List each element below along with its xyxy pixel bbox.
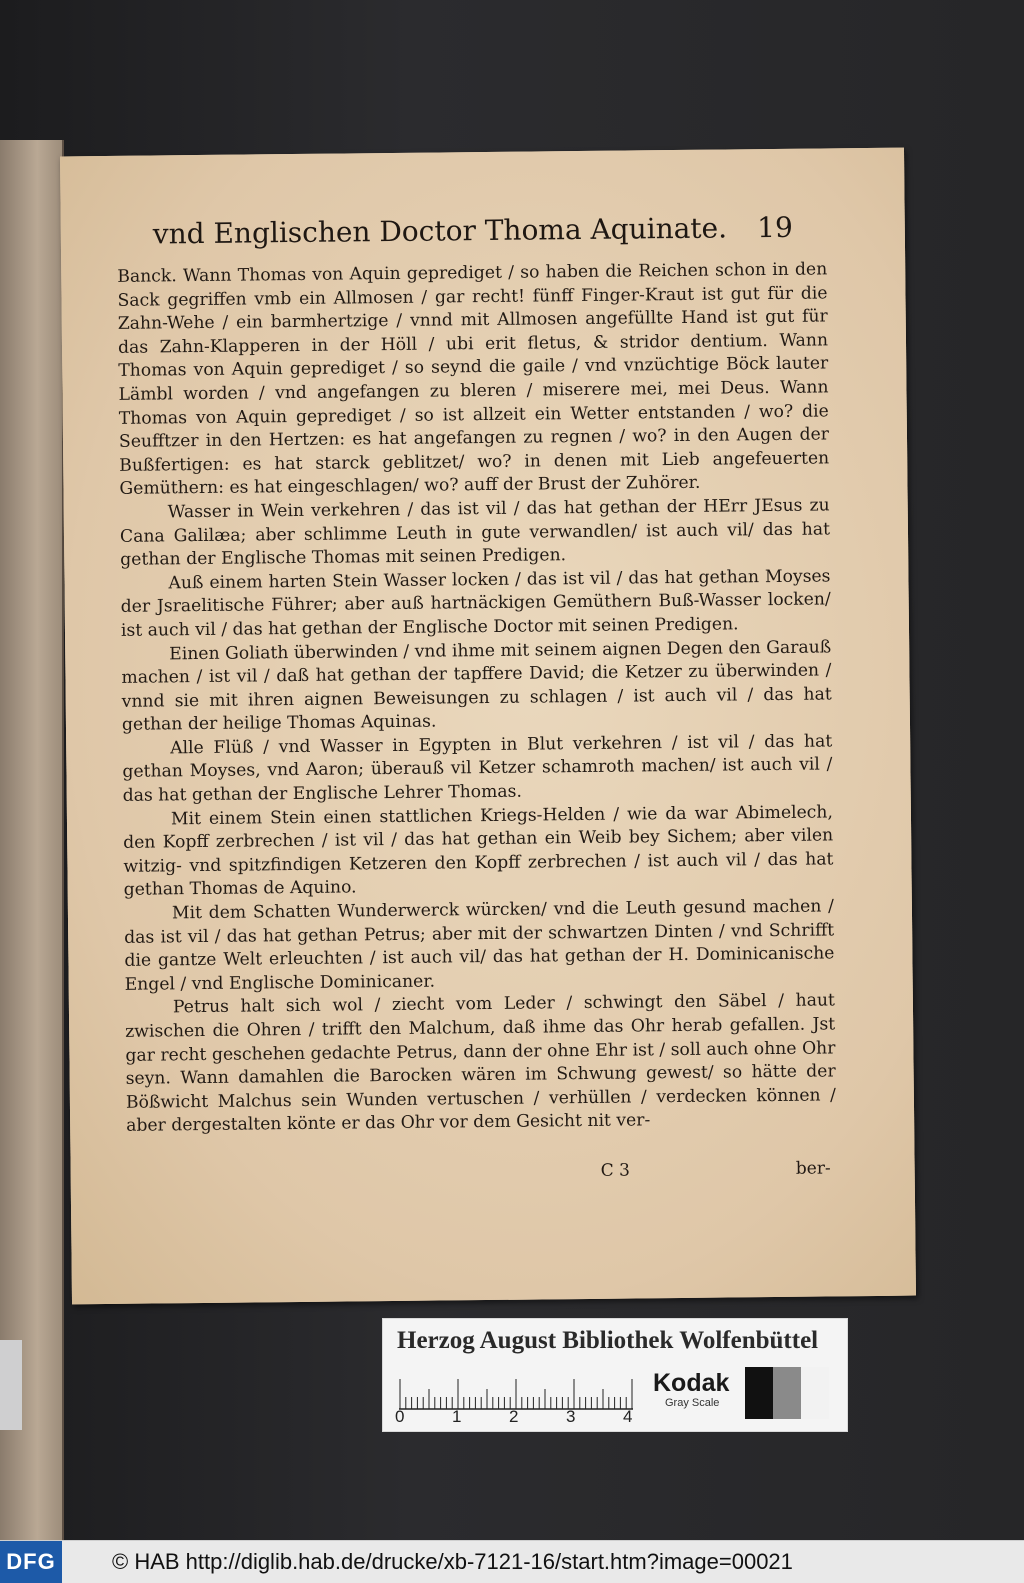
color-target-card [382, 1318, 848, 1432]
scale-ruler [399, 1375, 633, 1411]
scale-number: 3 [566, 1407, 576, 1426]
paragraph: Alle Flüß / vnd Wasser in Egypten in Blut verkehren / ist vil / das hat gethan Moyses, vnd Aaron; überauß vil Ketzer schamroth machen/ ist auch vil / das hat gethan der Englische Lehrer Thomas. [122, 731, 833, 806]
paragraph: Wasser in Wein verkehren / das ist vil / das hat gethan der HErr JEsus zu Cana Galilæa; aber schlimme Leuth in gute verwandlen/ ist auch vil/ das hat gethan der Englische Thomas mit seinen Predigen. [119, 495, 831, 570]
gray-patch-dark [745, 1367, 773, 1419]
footer-bar [0, 1540, 1024, 1583]
scale-number: 4 [623, 1407, 633, 1426]
paragraph: Mit einem Stein einen stattlichen Kriegs-Helden / wie da war Abimelech, den Kopff zerbrechen / ist vil / das hat gethan ein Weib bey Sichem; aber vilen witzig- vnd spitzfindigen Ketzeren den Kopff zerbrechen / ist auch vil / das hat gethan Thomas de Aquino. [123, 802, 834, 901]
paragraph: Mit dem Schatten Wunderwerck würcken/ vnd die Leuth gesund machen / das ist vil / das hat gethan Petrus; aber mit der schwartzen Dinten / vnd Schrifft die gantze Welt erleuchten / ist auch vil/ das hat gethan der H. Dominicanische Engel / vnd Englische Dominicaner. [124, 896, 835, 995]
paragraph: Banck. Wann Thomas von Aquin geprediget / so haben die Reichen schon in den Sack gegriffen vmb ein Allmosen / gar recht! fünff Finger-Kraut ist gut für die Zahn-Wehe / ein barmhertzige / vnnd mit Allmosen angefüllte Hand ist gut für das Zahn-Klapperen in der Höll / ubi erit fletus, & stridor dentium. Wann Thomas von Aquin geprediget / so seynd die gaile / vnd vnzüchtige Böck lauter Lämbl worden / vnd angefangen zu bleren / miserere mei, mei Deus. Wann Thomas von Aquin geprediget / so ist allzeit ein Wetter entstanden / wo? die Seufftzer in den Hertzen: es hat angefangen zu regnen / wo? in den Augen der Bußfertigen: es hat starck geblitzet/ wo? in denen mit Lieb angefeuerten Gemüthern: es hat eingeschlagen/ wo? auff der Brust der Zuhörer. [117, 259, 830, 500]
scale-number: 0 [395, 1407, 405, 1426]
running-head: vnd Englischen Doctor Thoma Aquinate. [152, 211, 728, 251]
body-text [117, 258, 836, 1138]
ruler-icon [399, 1375, 633, 1411]
library-label: Herzog August Bibliothek Wolfenbüttel [397, 1327, 819, 1354]
source-link[interactable]: © HAB http://diglib.hab.de/drucke/xb-7121-16/start.htm?image=00021 [112, 1549, 793, 1574]
paragraph: Auß einem harten Stein Wasser locken / das ist vil / das hat gethan Moyses der Jsraelitische Führer; aber auß hartnäckigen Gemüthern Buß-Wasser locken/ ist auch vil / das hat gethan der Englische Doctor mit seinen Predigen. [120, 566, 831, 641]
scale-numbers [395, 1407, 635, 1427]
catchword: ber- [795, 1158, 831, 1179]
paragraph: Einen Goliath überwinden / vnd ihme mit seinem aignen Degen den Garauß machen / ist vil / daß hat gethan der tapffere David; die Ketzer zu überwinden / vnnd sie mit ihren aignen Beweisungen zu schlagen / ist auch vil / das hat gethan der heilige Thomas Aquinas. [121, 636, 832, 736]
book-page [60, 148, 916, 1305]
kodak-brand: Kodak [653, 1369, 730, 1397]
scale-number: 1 [452, 1407, 462, 1426]
gray-patch-light [801, 1367, 829, 1419]
gray-patch-mid [773, 1367, 801, 1419]
paragraph: Petrus halt sich wol / ziecht vom Leder / schwingt den Säbel / haut zwischen die Ohren / trifft den Malchum, daß ihme das Ohr herab gefallen. Jst gar recht geschehen gedachte Petrus, dann der ohne Ehr ist / soll auch ohne Ohr seyn. Wann damahlen die Barocken wären im Schwung gewest/ so hätte der Bößwicht Malchus sein Wunden vertuschen / verhüllen / verdecken können / aber dergestalten könte er das Ohr vor dem Gesicht nit ver- [125, 990, 836, 1137]
left-page-sliver [0, 1340, 22, 1430]
page-header [153, 211, 793, 258]
gray-scale-patches [745, 1367, 829, 1419]
left-page-edge [0, 140, 64, 1540]
scale-number: 2 [509, 1407, 519, 1426]
kodak-subtitle: Gray Scale [665, 1397, 720, 1409]
page-number: 19 [756, 210, 793, 245]
page-footer-line [601, 1158, 831, 1188]
dfg-logo: DFG [0, 1541, 62, 1583]
signature-mark: C 3 [600, 1160, 631, 1181]
